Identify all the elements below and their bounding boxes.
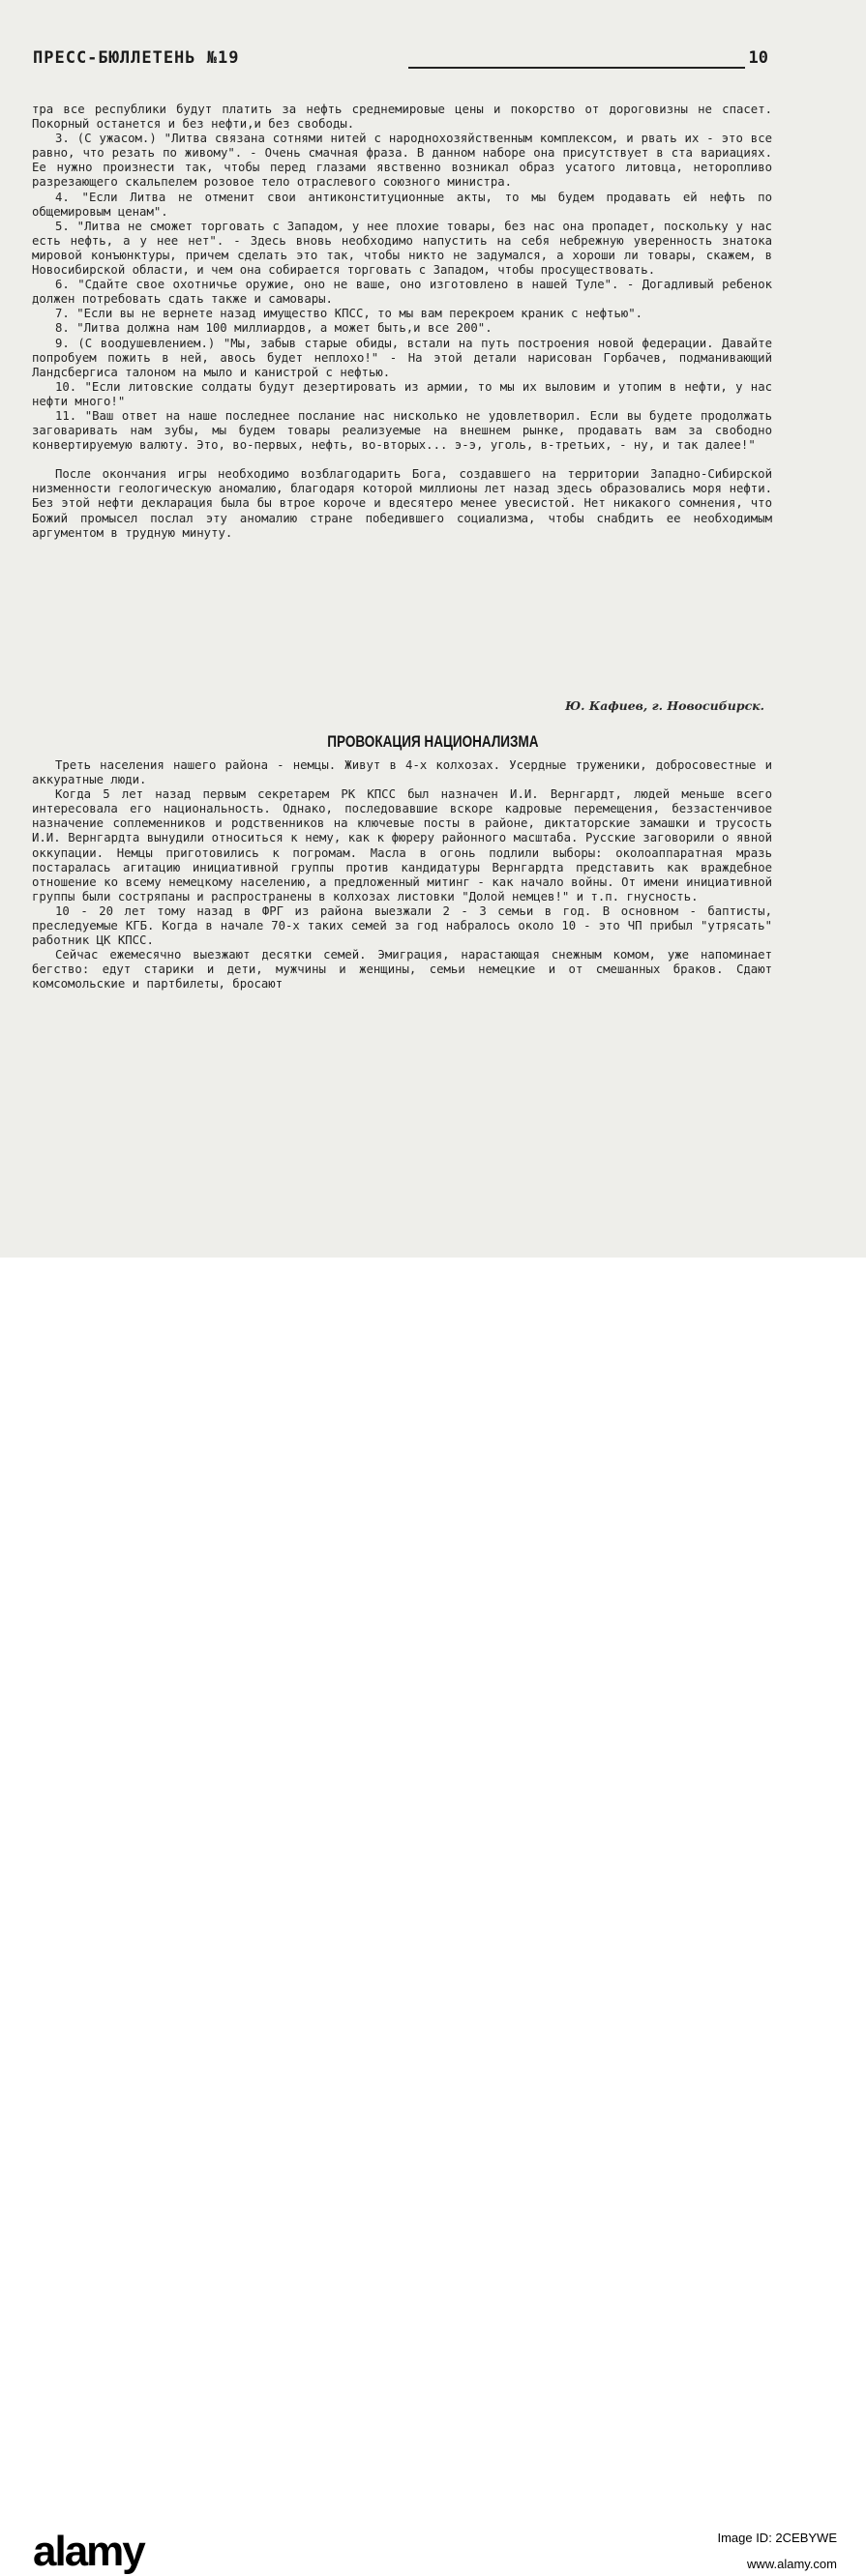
paragraph: 9. (С воодушевлением.) "Мы, забыв старые обиды, встали на путь построения новой федерации. Давайте попробуем пожить в ней, авось будет неплохо!" - На этой детали нарисован Горбачев, подманивающий Ландсбергиса талоном на мыло и канистрой с нефтью. [32,336,772,379]
paragraph: 6. "Сдайте свое охотничье оружие, оно не ваше, оно изготовлено в нашей Туле". - Догадливый ребенок должен потребовать сдать также и самовары. [32,278,772,307]
paragraph: Сейчас ежемесячно выезжают десятки семей. Эмиграция, нарастающая снежным комом, уже напоминает бегство: едут старики и дети, мужчины и женщины, семьи немецкие и от смешанных браков. Сдают комсомольские и партбилеты, бросают [32,948,772,992]
bulletin-title: ПРЕСС-БЮЛЛЕТЕНЬ №19 [33,48,240,68]
paragraph: 8. "Литва должна нам 100 миллиардов, а может быть,и все 200". [55,321,493,336]
alamy-logo: alamy [33,2528,144,2575]
bulletin-header [33,48,768,74]
paragraph: тра все республики будут платить за нефть среднемировые цены и покорство от дороговизны не спасет. Покорный останется и без нефти,и без свободы. [32,103,772,132]
stock-url: www.alamy.com [747,2557,837,2571]
paragraph: 4. "Если Литва не отменит свои антиконституционные акты, то мы будем продавать ей нефть по общемировым ценам". [32,190,772,219]
document-page [0,0,866,1258]
header-rule [408,67,745,69]
paragraph: 5. "Литва не сможет торговать с Западом, у нее плохие товары, без нас она пропадет, поскольку у нас есть нефть, а у нее нет". - Здесь вновь необходимо напустить на себя небрежную уверенность знатока мировой конъюнктуры, причем сделать это так, чтобы никто не задумался, а хороши ли товары, скажем, в Новосибирской области, и чем она собирается торговать с Западом, чтобы просуществовать. [32,219,772,278]
paragraph: 3. (С ужасом.) "Литва связана сотнями нитей с народнохозяйственным комплексом, и рвать их - это все равно, что резать по живому". - Очень смачная фраза. В данном наборе она присутствует в ста вариациях. Ее нужно произнести так, чтобы перед глазами явственно возникал образ усатого литовца, неторопливо разрезающего скальпелем розовое тело отраслевого союзного министра. [32,132,772,190]
article-headline: ПРОВОКАЦИЯ НАЦИОНАЛИЗМА [327,733,539,751]
article-oil-body [32,103,772,541]
article-nationalism-body [32,758,772,992]
page-number: 10 [748,48,768,68]
paragraph: 7. "Если вы не вернете назад имущество КПСС, то мы вам перекроем краник с нефтью". [55,307,643,321]
paragraph: 10. "Если литовские солдаты будут дезертировать из армии, то мы их выловим и утопим в нефти, у нас нефти много!" [32,379,772,408]
paragraph: После окончания игры необходимо возблагодарить Бога, создавшего на территории Западно-Сибирской низменности геологическую аномалию, благодаря которой миллионы лет назад здесь образовались моря нефти. Без этой нефти декларация была бы втрое короче и вдесятеро менее увесистой. Нет никакого сомнения, что Божий промысел послал эту аномалию стране победившего социализма, чтобы снабдить ее необходимым аргументом в трудную минуту. [32,467,772,540]
image-id: Image ID: 2CEBYWE [717,2531,837,2545]
paragraph: 11. "Ваш ответ на наше последнее послание нас нисколько не удовлетворил. Если вы будете продолжать заговаривать нам зубы, мы будем товары реализуемые на внешнем рынке, продавать вам за свободно конвертируемую валюту. Это, во-первых, нефть, во-вторых... э-э, уголь, в-третьих, - ну, и так далее!" [32,408,772,453]
stock-watermark-banner [0,1258,866,2575]
paragraph: Когда 5 лет назад первым секретарем РК КПСС был назначен И.И. Вернгардт, людей меньше всего интересовала его национальность. Однако, последовавшие вскоре кадровые перемещения, беззастенчивое назначение соплеменников и родственников на ключевые посты в районе, диктаторские замашки и трусость И.И. Вернгардта вынудили относиться к нему, как к фюреру районного масштаба. Русские заговорили о явной оккупации. Немцы приготовились к погромам. Масла в огонь подлили выборы: околоаппаратная мразь постаралась агитацию инициативной группы против кандидатуры Вернгардта представить как враждебное отношение ко всему немецкому населению, а предложенный митинг - как начало войны. От имени инициативной группы были состряпаны и распространены в колхозах листовки "Долой немцев!" и т.п. гнусность. [32,787,772,903]
paragraph: 10 - 20 лет тому назад в ФРГ из района выезжали 2 - 3 семьи в год. В основном - баптисты, преследуемые КГБ. Когда в начале 70-х таких семей за год набралось около 10 - это ЧП прибыл "утрясать" работник ЦК КПСС. [32,903,772,948]
paragraph: Треть населения нашего района - немцы. Живут в 4-х колхозах. Усердные труженики, добросовестные и аккуратные люди. [32,758,772,787]
author-signature: Ю. Кафиев, г. Новосибирск. [565,698,764,713]
